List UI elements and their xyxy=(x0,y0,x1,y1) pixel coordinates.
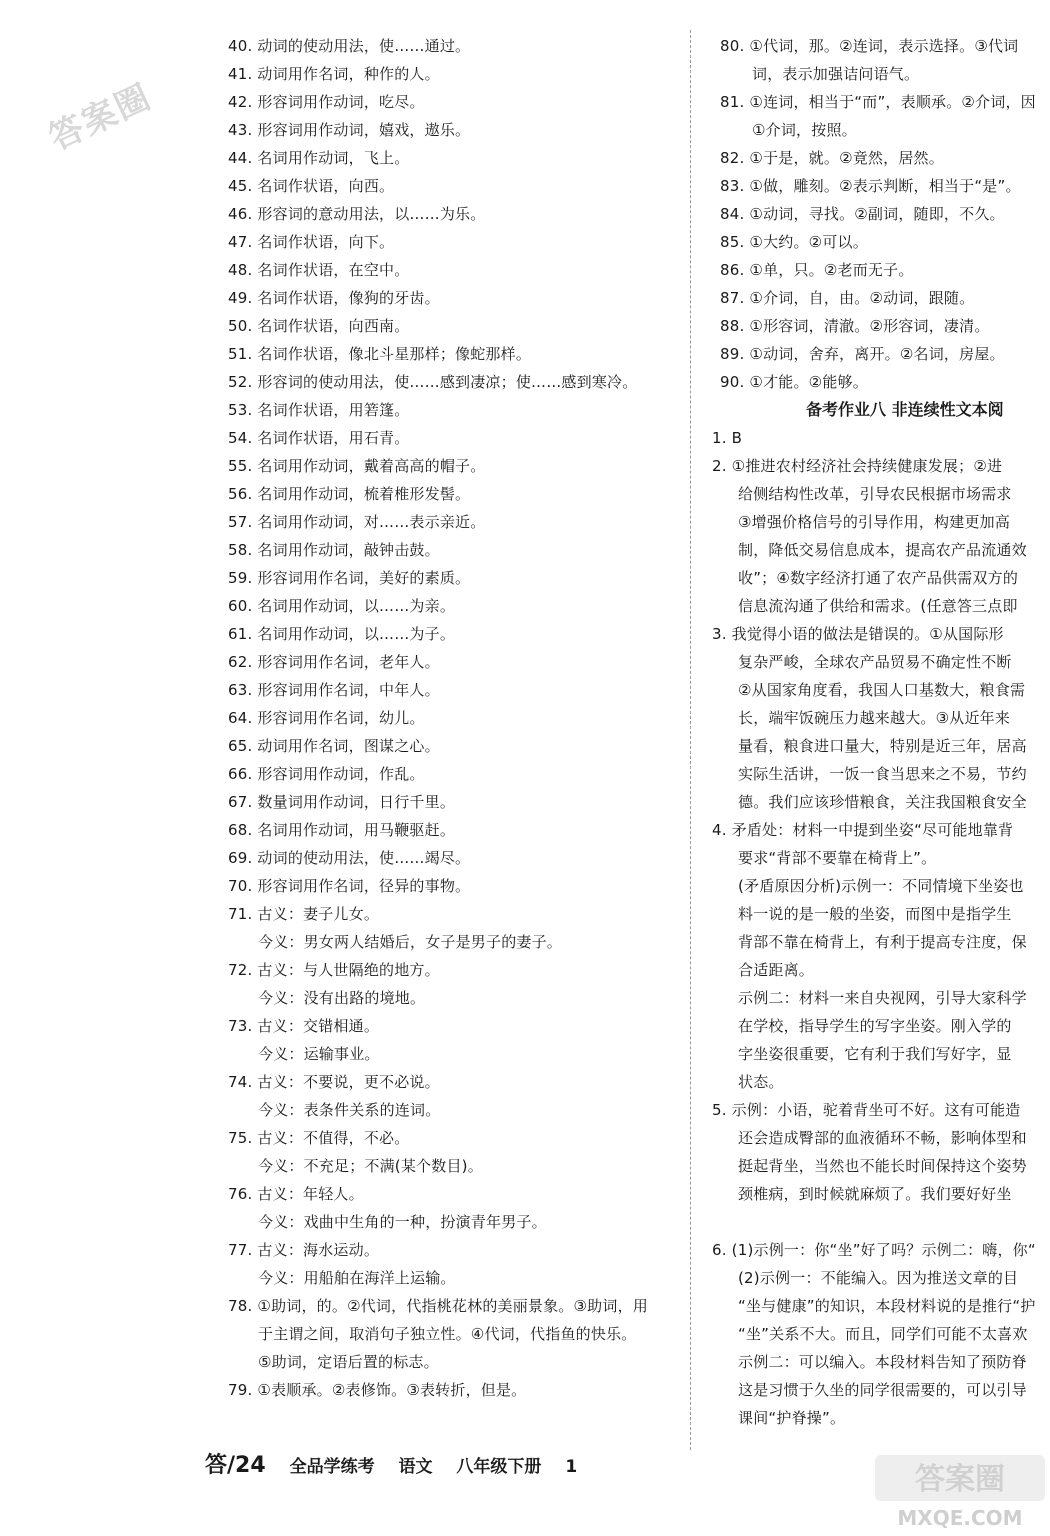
right-answer-line: 示例二：材料一来自央视网，引导大家科学 xyxy=(738,989,1027,1007)
left-answer-line: 48. 名词作状语，在空中。 xyxy=(228,261,410,279)
right-answer-line: ③增强价格信号的引导作用，构建更加高 xyxy=(738,513,1011,531)
left-answer-line: 46. 形容词的意动用法，以……为乐。 xyxy=(228,205,486,223)
left-answer-line: 76. 古义：年轻人。 xyxy=(228,1185,364,1203)
left-answer-line: 57. 名词用作动词，对……表示亲近。 xyxy=(228,513,486,531)
left-answer-line: 53. 名词作状语，用箬篷。 xyxy=(228,401,410,419)
left-answer-line: 今义：表条件关系的连词。 xyxy=(258,1101,441,1119)
right-answer-line: 83. ①做，雕刻。②表示判断，相当于“是”。 xyxy=(720,177,1021,195)
left-answer-line: 47. 名词作状语，向下。 xyxy=(228,233,395,251)
left-answer-line: 今义：不充足；不满(某个数目)。 xyxy=(258,1157,483,1175)
volume-label: 1 xyxy=(565,1457,578,1477)
right-answer-line: 料一说的是一般的坐姿，而图中是指学生 xyxy=(738,905,1012,923)
right-answer-line: 87. ①介词，自，由。②动词，跟随。 xyxy=(720,289,975,307)
right-answer-line: 84. ①动词，寻找。②副词，随即，不久。 xyxy=(720,205,1005,223)
left-answer-line: 52. 形容词的使动用法，使……感到凄凉；使……感到寒冷。 xyxy=(228,373,638,391)
right-answer-line: 4. 矛盾处：材料一中提到坐姿“尽可能地靠背 xyxy=(712,821,1014,839)
left-answer-line: 63. 形容词用作名词，中年人。 xyxy=(228,681,440,699)
right-answer-line: 90. ①才能。②能够。 xyxy=(720,373,868,391)
right-answer-line: 要求“背部不要靠在椅背上”。 xyxy=(738,849,937,867)
right-answer-line: ①介词，按照。 xyxy=(752,121,857,139)
left-answer-line: 78. ①助词，的。②代词，代指桃花林的美丽景象。③助词，用 xyxy=(228,1297,648,1315)
right-answer-line: 颈椎病，到时候就麻烦了。我们要好好坐 xyxy=(738,1185,1012,1203)
left-answer-line: 今义：戏曲中生角的一种，扮演青年男子。 xyxy=(258,1213,547,1231)
book-title: 全品学练考 xyxy=(289,1457,375,1477)
right-answer-line: “坐”关系不大。而且，同学们可能不太喜欢 xyxy=(738,1325,1028,1343)
right-answer-line: 2. ①推进农村经济社会持续健康发展；②进 xyxy=(712,457,1003,475)
right-answer-line: 状态。 xyxy=(738,1073,784,1091)
right-answer-line: 课间“护脊操”。 xyxy=(738,1409,846,1427)
left-answer-line: 64. 形容词用作名词，幼儿。 xyxy=(228,709,425,727)
right-answer-line: 还会造成臀部的血液循环不畅，影响体型和 xyxy=(738,1129,1027,1147)
left-answer-line: 55. 名词用作动词，戴着高高的帽子。 xyxy=(228,457,486,475)
left-answer-line: 今义：运输事业。 xyxy=(258,1045,380,1063)
answer-page-number: 答/24 xyxy=(205,1453,266,1478)
left-answer-line: 今义：用船舶在海洋上运输。 xyxy=(258,1269,456,1287)
right-answer-line: ②从国家角度看，我国人口基数大，粮食需 xyxy=(738,681,1026,699)
left-answer-line: 42. 形容词用作动词，吃尽。 xyxy=(228,93,425,111)
right-answer-line: 信息流沟通了供给和需求。(任意答三点即 xyxy=(738,597,1018,615)
section-title: 备考作业八 非连续性文本阅 xyxy=(806,400,1004,419)
right-answer-line: 86. ①单，只。②老而无子。 xyxy=(720,261,914,279)
left-answer-line: 61. 名词用作动词，以……为子。 xyxy=(228,625,456,643)
right-answer-line: 81. ①连词，相当于“而”，表顺承。②介词，因 xyxy=(720,93,1036,111)
watermark-stamp: 答案圈 xyxy=(43,76,158,159)
right-answer-line: 82. ①于是，就。②竟然，居然。 xyxy=(720,149,944,167)
right-answer-line: (2)示例一：不能编入。因为推送文章的目 xyxy=(738,1269,1019,1287)
right-answer-line: 示例二：可以编入。本段材料告知了预防脊 xyxy=(738,1353,1027,1371)
right-answer-line: 词，表示加强诘问语气。 xyxy=(752,65,920,83)
right-answer-line: 挺起背坐，当然也不能长时间保持这个姿势 xyxy=(738,1157,1027,1175)
left-answer-line: ⑤助词，定语后置的标志。 xyxy=(258,1353,439,1371)
right-answer-line: 给侧结构性改革，引导农民根据市场需求 xyxy=(738,485,1012,503)
right-answer-line: 合适距离。 xyxy=(738,961,815,979)
left-answer-line: 44. 名词用作动词，飞上。 xyxy=(228,149,410,167)
left-answer-line: 56. 名词用作动词，梳着椎形发髻。 xyxy=(228,485,471,503)
right-answer-line: “坐与健康”的知识，本段材料说的是推行“护 xyxy=(738,1297,1036,1315)
right-answer-line: 5. 示例：小语，驼着背坐可不好。这有可能造 xyxy=(712,1101,1021,1119)
right-answer-line: 3. 我觉得小语的做法是错误的。①从国际形 xyxy=(712,625,1004,643)
right-answer-line: 在学校，指导学生的写字坐姿。刚入学的 xyxy=(738,1017,1012,1035)
right-answer-line: (矛盾原因分析)示例一：不同情境下坐姿也 xyxy=(738,877,1024,895)
left-answer-line: 60. 名词用作动词，以……为亲。 xyxy=(228,597,456,615)
left-answer-line: 58. 名词用作动词，敲钟击鼓。 xyxy=(228,541,440,559)
right-answer-line: 80. ①代词，那。②连词，表示选择。③代词 xyxy=(720,37,1019,55)
right-answer-line: 字坐姿很重要，它有利于我们写好字，显 xyxy=(738,1045,1012,1063)
left-answer-line: 40. 动词的使动用法，使……通过。 xyxy=(228,37,471,55)
left-answer-line: 69. 动词的使动用法，使……竭尽。 xyxy=(228,849,471,867)
left-answer-line: 68. 名词用作动词，用马鞭驱赶。 xyxy=(228,821,456,839)
left-answer-line: 79. ①表顺承。②表修饰。③表转折，但是。 xyxy=(228,1381,527,1399)
left-answer-line: 今义：没有出路的境地。 xyxy=(258,989,426,1007)
left-answer-line: 75. 古义：不值得，不必。 xyxy=(228,1129,410,1147)
left-answer-line: 41. 动词用作名词，种作的人。 xyxy=(228,65,440,83)
right-answer-line: 量看，粮食进口量大，特别是近三年，居高 xyxy=(738,737,1027,755)
right-answer-line: 实际生活讲，一饭一食当思来之不易，节约 xyxy=(738,765,1027,783)
left-answer-line: 67. 数量词用作动词，日行千里。 xyxy=(228,793,456,811)
site-logo-watermark xyxy=(875,1455,1045,1530)
right-answer-line: 这是习惯于久坐的同学很需要的，可以引导 xyxy=(738,1381,1027,1399)
left-answer-line: 65. 动词用作名词，图谋之心。 xyxy=(228,737,440,755)
right-answer-line: 复杂严峻，全球农产品贸易不确定性不断 xyxy=(738,653,1012,671)
grade-label: 八年级下册 xyxy=(456,1457,542,1477)
left-answer-line: 50. 名词作状语，向西南。 xyxy=(228,317,410,335)
left-answer-line: 70. 形容词用作名词，径异的事物。 xyxy=(228,877,471,895)
left-answer-line: 72. 古义：与人世隔绝的地方。 xyxy=(228,961,440,979)
left-answer-line: 66. 形容词用作动词，作乱。 xyxy=(228,765,425,783)
right-answer-line: 德。我们应该珍惜粮食，关注我国粮食安全 xyxy=(738,793,1027,811)
svg-text:MXQE.COM: MXQE.COM xyxy=(897,1506,1023,1530)
right-answer-line: 背部不靠在椅背上，有利于提高专注度，保 xyxy=(738,933,1027,951)
left-answer-line: 71. 古义：妻子儿女。 xyxy=(228,905,380,923)
column-divider xyxy=(690,30,691,1450)
left-answer-line: 59. 形容词用作名词，美好的素质。 xyxy=(228,569,471,587)
left-answer-line: 今义：男女两人结婚后，女子是男子的妻子。 xyxy=(258,933,563,951)
right-answer-line: 6. (1)示例一：你“坐”好了吗？示例二：嗨，你“ xyxy=(712,1241,1036,1259)
left-answer-line: 62. 形容词用作名词，老年人。 xyxy=(228,653,440,671)
right-answer-line: 长，端牢饭碗压力越来越大。③从近年来 xyxy=(738,709,1011,727)
left-answer-line: 49. 名词作状语，像狗的牙齿。 xyxy=(228,289,440,307)
right-answer-line: 85. ①大约。②可以。 xyxy=(720,233,868,251)
subject-label: 语文 xyxy=(398,1457,433,1477)
left-answer-line: 54. 名词作状语，用石青。 xyxy=(228,429,410,447)
left-answer-line: 74. 古义：不要说，更不必说。 xyxy=(228,1073,440,1091)
left-answer-line: 73. 古义：交错相通。 xyxy=(228,1017,380,1035)
svg-text:答案圈: 答案圈 xyxy=(915,1462,1005,1497)
right-answer-line: 88. ①形容词，清澈。②形容词，凄清。 xyxy=(720,317,990,335)
left-answer-line: 于主谓之间，取消句子独立性。④代词，代指鱼的快乐。 xyxy=(258,1325,637,1343)
right-answer-line: 1. B xyxy=(712,429,743,447)
footer xyxy=(205,1448,595,1479)
left-answer-line: 45. 名词作状语，向西。 xyxy=(228,177,395,195)
right-answer-line: 收”；④数字经济打通了农产品供需双方的 xyxy=(738,569,1019,587)
left-answer-line: 51. 名词作状语，像北斗星那样；像蛇那样。 xyxy=(228,345,532,363)
left-answer-line: 43. 形容词用作动词，嬉戏，遨乐。 xyxy=(228,121,471,139)
right-answer-line: 89. ①动词，舍弃，离开。②名词，房屋。 xyxy=(720,345,1005,363)
right-answer-line: 制，降低交易信息成本，提高农产品流通效 xyxy=(738,541,1027,559)
left-answer-line: 77. 古义：海水运动。 xyxy=(228,1241,380,1259)
